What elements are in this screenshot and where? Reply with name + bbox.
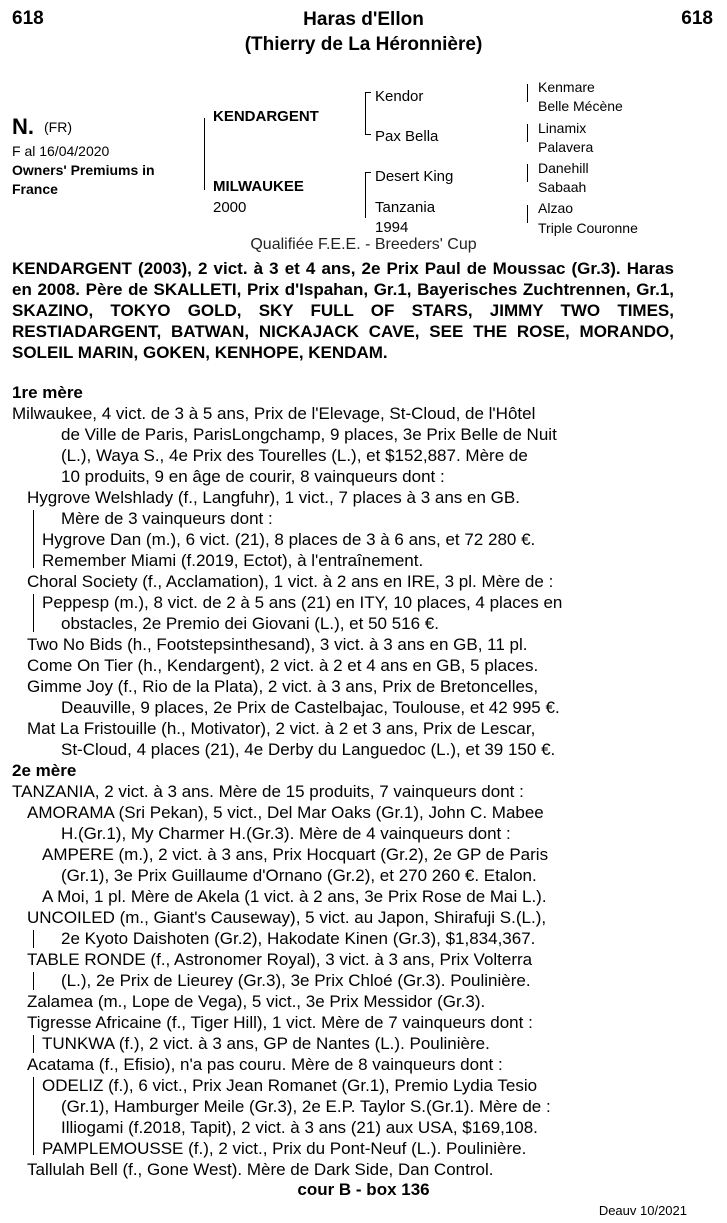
line-22: (Gr.1), 3e Prix Guillaume d'Ornano (Gr.2), et 270 260 €. Etalon. [61, 866, 537, 885]
line-25: 2e Kyoto Daishoten (Gr.2), Hakodate Kinen (Gr.3), $1,834,367. [61, 929, 536, 948]
line-23: A Moi, 1 pl. Mère de Akela (1 vict. à 2 ans, 3e Prix Rose de Mai L.). [42, 887, 547, 906]
line-19: AMORAMA (Sri Pekan), 5 vict., Del Mar Oaks (Gr.1), John C. Mabee [27, 803, 544, 822]
owners-premium: Owners' Premiums in France [12, 162, 155, 197]
line-5: Hygrove Welshlady (f., Langfuhr), 1 vict., 7 places à 3 ans en GB. [27, 488, 520, 507]
sire-parents-bracket [365, 92, 366, 134]
line-6: Mère de 3 vainqueurs dont : [61, 509, 273, 528]
indent-bar [33, 930, 34, 948]
sire-paragraph: KENDARGENT (2003), 2 vict. à 3 et 4 ans, 2e Prix Paul de Moussac (Gr.3). Haras en 2008. Père de SKALLETI, Prix d'Ispahan, Gr.1, Bayerisches Zuchtrennen, Gr.1, SKAZINO, TOKYO GOLD, SKY FULL OF STARS, JIMMY TWO TIMES, RESTIADARGENT, BATWAN, NICKAJACK CAVE, SEE THE ROSE, MORANDO, SOLEIL MARIN, GOKEN, KENHOPE, KENDAM. [12, 259, 674, 362]
indent-bar [33, 594, 34, 632]
dam-sire: Desert King [375, 168, 454, 185]
g3-bracket [527, 164, 528, 182]
g3-bracket [527, 124, 528, 142]
line-32: ODELIZ (f.), 6 vict., Prix Jean Romanet (Gr.1), Premio Lydia Tesio [42, 1076, 538, 1095]
sire-dam: Pax Bella [375, 128, 439, 145]
line-14: Gimme Joy (f., Rio de la Plata), 2 vict. à 3 ans, Prix de Bretoncelles, [27, 677, 539, 696]
dam-year: 2000 [213, 199, 247, 216]
indent-bar [33, 510, 34, 568]
indent-bar [33, 1077, 34, 1155]
sire-dam-bracket [204, 118, 205, 190]
line-12: Two No Bids (h., Footstepsinthesand), 3 vict. à 3 ans en GB, 11 pl. [27, 635, 528, 654]
line-24: UNCOILED (m., Giant's Causeway), 5 vict. au Japon, Shirafuji S.(L.), [27, 908, 547, 927]
line-13: Come On Tier (h., Kendargent), 2 vict. à 2 et 4 ans en GB, 5 places. [27, 656, 539, 675]
line-18: TANZANIA, 2 vict. à 3 ans. Mère de 15 produits, 7 vainqueurs dont : [12, 782, 524, 801]
line-15: Deauville, 9 places, 2e Prix de Castelbajac, Toulouse, et 42 995 €. [61, 698, 560, 717]
indent-bar [33, 1035, 34, 1053]
horse-name: N. [12, 114, 34, 139]
line-28: Zalamea (m., Lope de Vega), 5 vict., 3e Prix Messidor (Gr.3). [27, 992, 486, 1011]
line-9: Choral Society (f., Acclamation), 1 vict. à 2 ans en IRE, 3 pl. Mère de : [27, 572, 554, 591]
g3-bracket [527, 84, 528, 102]
footer-code: Deauv 10/2021 [598, 1203, 687, 1218]
line-8: Remember Miami (f.2019, Ectot), à l'entraînement. [42, 551, 424, 570]
line-7: Hygrove Dan (m.), 6 vict. (21), 8 places de 3 à 6 ans, et 72 280 €. [42, 530, 536, 549]
line-35: PAMPLEMOUSSE (f.), 2 vict., Prix du Pont-Neuf (L.). Poulinière. [42, 1139, 527, 1158]
sex-dob: F al 16/04/2020 [12, 143, 110, 159]
line-1: Milwaukee, 4 vict. de 3 à 5 ans, Prix de l'Elevage, St-Cloud, de l'Hôtel [12, 404, 536, 423]
dam-name: MILWAUKEE [213, 178, 304, 195]
g3-ssd: Belle Mécène [538, 98, 623, 114]
g3-sdd: Palavera [538, 139, 594, 155]
line-16: Mat La Fristouille (h., Motivator), 2 vict. à 2 et 3 ans, Prix de Lescar, [27, 719, 536, 738]
line-26: TABLE RONDE (f., Astronomer Royal), 3 vict. à 3 ans, Prix Volterra [27, 950, 533, 969]
g3-dss: Danehill [538, 160, 589, 176]
line-31: Acatama (f., Efisio), n'a pas couru. Mère de 8 vainqueurs dont : [27, 1055, 503, 1074]
qualification: Qualifiée F.E.E. - Breeders' Cup [250, 236, 477, 253]
g3-bracket [527, 205, 528, 223]
line-2: de Ville de Paris, ParisLongchamp, 9 places, 3e Prix Belle de Nuit [61, 425, 557, 444]
line-4: 10 produits, 9 en âge de courir, 8 vainqueurs dont : [61, 467, 445, 486]
lot-number-left: 618 [12, 8, 44, 29]
box-location: cour B - box 136 [297, 1180, 430, 1199]
dam-parents-bracket [365, 172, 366, 218]
stud-name: Haras d'Ellon [303, 9, 424, 30]
line-3: (L.), Waya S., 4e Prix des Tourelles (L.), et $152,887. Mère de [61, 446, 528, 465]
line-21: AMPERE (m.), 2 vict. à 3 ans, Prix Hocquart (Gr.2), 2e GP de Paris [42, 845, 549, 864]
bracket-tick [365, 172, 371, 173]
owner-name: (Thierry de La Héronnière) [244, 34, 483, 55]
line-20: H.(Gr.1), My Charmer H.(Gr.3). Mère de 4 vainqueurs dont : [61, 824, 511, 843]
line-33: (Gr.1), Hamburger Meile (Gr.3), 2e E.P. Taylor S.(Gr.1). Mère de : [61, 1097, 551, 1116]
dam-dam: Tanzania [375, 199, 436, 216]
line-30: TUNKWA (f.), 2 vict. à 3 ans, GP de Nantes (L.). Poulinière. [42, 1034, 490, 1053]
line-36: Tallulah Bell (f., Gone West). Mère de Dark Side, Dan Control. [27, 1160, 494, 1179]
sire-sire: Kendor [375, 88, 424, 105]
horse-country: (FR) [44, 119, 72, 135]
line-34: Illiogami (f.2018, Tapit), 2 vict. à 3 ans (21) aux USA, $169,108. [61, 1118, 538, 1137]
first-dam-heading: 1re mère [12, 383, 83, 402]
g3-dds: Alzao [538, 200, 574, 216]
bracket-tick [365, 134, 371, 135]
line-29: Tigresse Africaine (f., Tiger Hill), 1 vict. Mère de 7 vainqueurs dont : [27, 1013, 533, 1032]
line-11: obstacles, 2e Premio dei Giovani (L.), et 50 516 €. [61, 614, 439, 633]
g3-dsd: Sabaah [538, 179, 587, 195]
line-17: St-Cloud, 4 places (21), 4e Derby du Languedoc (L.), et 39 150 €. [61, 740, 556, 759]
dam-dam-year: 1994 [375, 219, 409, 236]
line-10: Peppesp (m.), 8 vict. de 2 à 5 ans (21) en ITY, 10 places, 4 places en [42, 593, 563, 612]
line-27: (L.), 2e Prix de Lieurey (Gr.3), 3e Prix Chloé (Gr.3). Poulinière. [61, 971, 531, 990]
g3-sds: Linamix [538, 120, 587, 136]
bracket-tick [365, 92, 371, 93]
g3-sss: Kenmare [538, 79, 595, 95]
second-dam-heading: 2e mère [12, 761, 77, 780]
lot-number-right: 618 [681, 8, 713, 29]
sire-name: KENDARGENT [213, 108, 319, 125]
indent-bar [33, 972, 34, 990]
g3-ddd: Triple Couronne [538, 220, 638, 236]
